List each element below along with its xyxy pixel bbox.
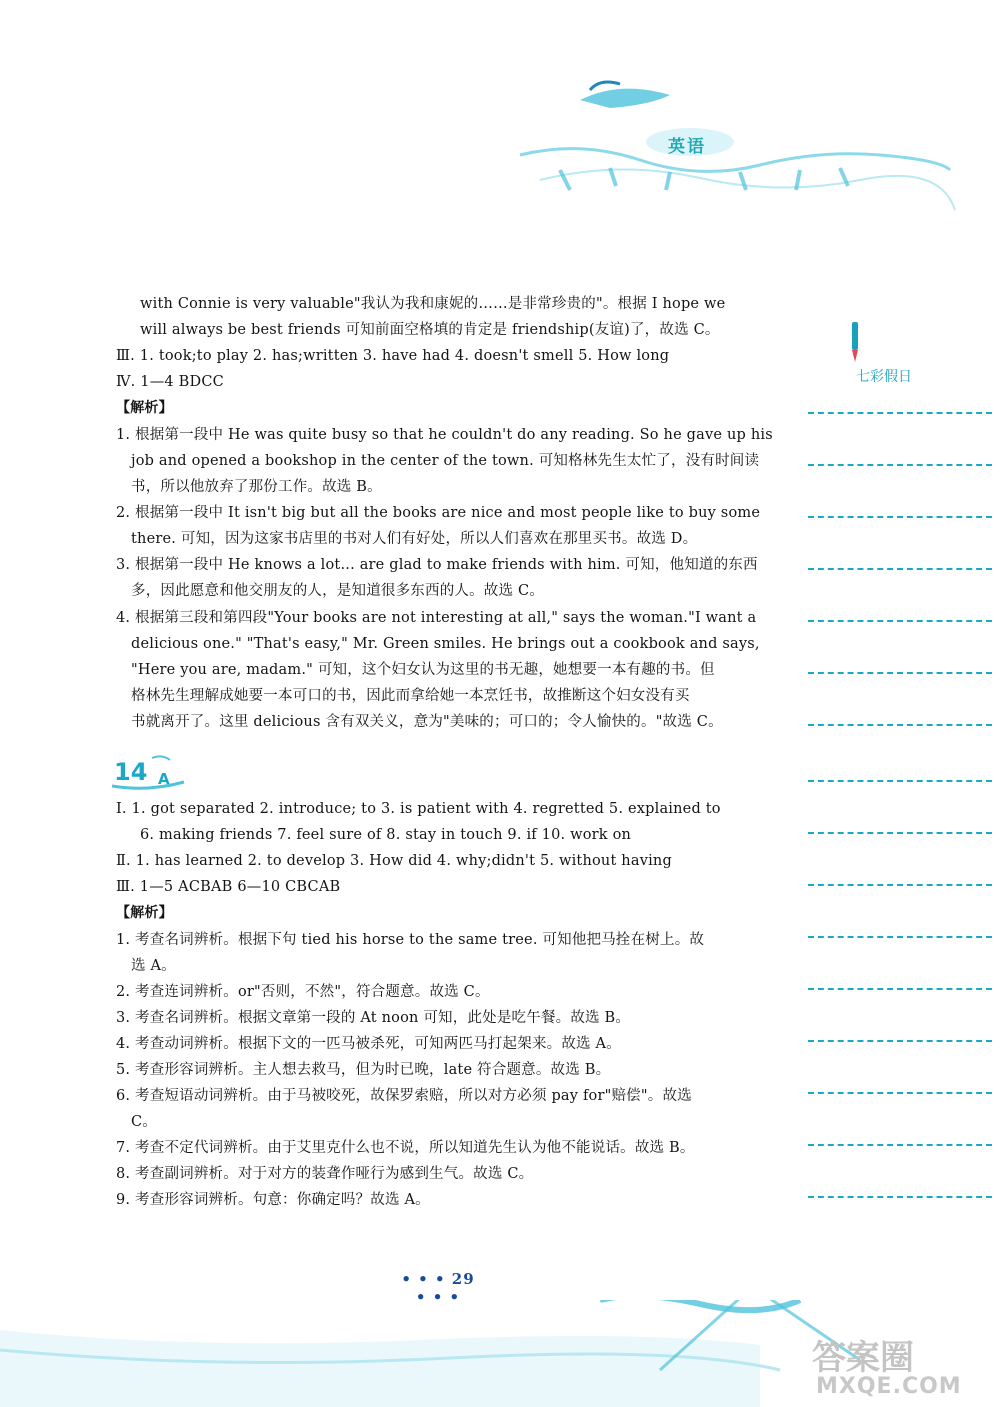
text-line: 4. 根据第三段和第四段"Your books are not interesting at all," says the woman."I want a	[116, 610, 757, 626]
text-line: 多，因此愿意和他交朋友的人，是知道很多东西的人。故选 C。	[131, 583, 545, 599]
text-line: 8. 考查副词辨析。对于对方的装聋作哑行为感到生气。故选 C。	[116, 1166, 534, 1182]
text-line: 3. 根据第一段中 He knows a lot... are glad to make friends with him. 可知，他知道的东西	[116, 557, 758, 573]
section-number: 14	[114, 758, 148, 786]
text-line: 书，所以他放弃了那份工作。故选 B。	[131, 479, 382, 495]
text-line: Ⅳ. 1—4 BDCC	[116, 374, 224, 390]
text-line: Ⅱ. 1. has learned 2. to develop 3. How did 4. why;didn't 5. without having	[116, 853, 672, 869]
analysis-heading: 【解析】	[116, 905, 173, 921]
analysis-heading: 【解析】	[116, 400, 173, 416]
text-line: 2. 考查连词辨析。or"否则，不然"，符合题意。故选 C。	[116, 984, 490, 1000]
text-line: 2. 根据第一段中 It isn't big but all the books are nice and most people like to buy some	[116, 505, 761, 521]
section-badge	[108, 752, 188, 792]
text-line: 7. 考查不定代词辨析。由于艾里克什么也不说，所以知道先生认为他不能说话。故选 B。	[116, 1140, 695, 1156]
text-line: 格林先生理解成她要一本可口的书，因此而拿给她一本烹饪书，故推断这个妇女没有买	[131, 688, 690, 704]
text-line: "Here you are, madam." 可知，这个妇女认为这里的书无趣，她想要一本有趣的书。但	[131, 662, 715, 678]
page-number: • • • 29 • • •	[401, 1270, 475, 1306]
text-line: 6. making friends 7. feel sure of 8. stay in touch 9. if 10. work on	[140, 827, 632, 843]
text-line: C。	[131, 1114, 157, 1130]
header-decoration	[500, 60, 960, 240]
text-line: 4. 考查动词辨析。根据下文的一匹马被杀死，可知两匹马打起架来。故选 A。	[116, 1036, 621, 1052]
subject-label: 英语	[668, 137, 706, 157]
text-line: will always be best friends 可知前面空格填的肯定是 friendship(友谊)了，故选 C。	[140, 322, 720, 338]
pen-icon	[846, 320, 866, 364]
text-line: 5. 考查形容词辨析。主人想去救马，但为时已晚，late 符合题意。故选 B。	[116, 1062, 611, 1078]
text-line: 书就离开了。这里 delicious 含有双关义，意为"美味的；可口的；令人愉快的。"故选 C。	[131, 714, 723, 730]
section-letter: A	[158, 770, 170, 788]
text-line: 选 A。	[131, 958, 176, 974]
watermark-logo: 答案圈	[812, 1338, 914, 1378]
text-line: with Connie is very valuable"我认为我和康妮的……是非常珍贵的"。根据 I hope we	[140, 296, 726, 312]
text-line: 9. 考查形容词辨析。句意：你确定吗？故选 A。	[116, 1192, 430, 1208]
text-line: 6. 考查短语动词辨析。由于马被咬死，故保罗索赔，所以对方必须 pay for"赔偿"。故选	[116, 1088, 692, 1104]
text-line: job and opened a bookshop in the center of the town. 可知格林先生太忙了，没有时间读	[131, 453, 760, 469]
text-line: Ⅲ. 1. took;to play 2. has;written 3. have had 4. doesn't smell 5. How long	[116, 348, 670, 364]
text-line: Ⅰ. 1. got separated 2. introduce; to 3. is patient with 4. regretted 5. explained to	[116, 801, 721, 817]
text-line: 3. 考查名词辨析。根据文章第一段的 At noon 可知，此处是吃午餐。故选 B。	[116, 1010, 631, 1026]
text-line: there. 可知，因为这家书店里的书对人们有好处，所以人们喜欢在那里买书。故选 D。	[131, 531, 698, 547]
sidebar-title: 七彩假日	[856, 369, 912, 385]
watermark-url: MXQE.COM	[816, 1374, 962, 1399]
text-line: 1. 根据第一段中 He was quite busy so that he couldn't do any reading. So he gave up his	[116, 427, 773, 443]
text-line: 1. 考查名词辨析。根据下句 tied his horse to the same tree. 可知他把马拴在树上。故	[116, 932, 705, 948]
text-line: delicious one." "That's easy," Mr. Green smiles. He brings out a cookbook and says,	[131, 636, 760, 652]
note-lines	[808, 400, 992, 1220]
text-line: Ⅲ. 1—5 ACBAB 6—10 CBCAB	[116, 879, 341, 895]
